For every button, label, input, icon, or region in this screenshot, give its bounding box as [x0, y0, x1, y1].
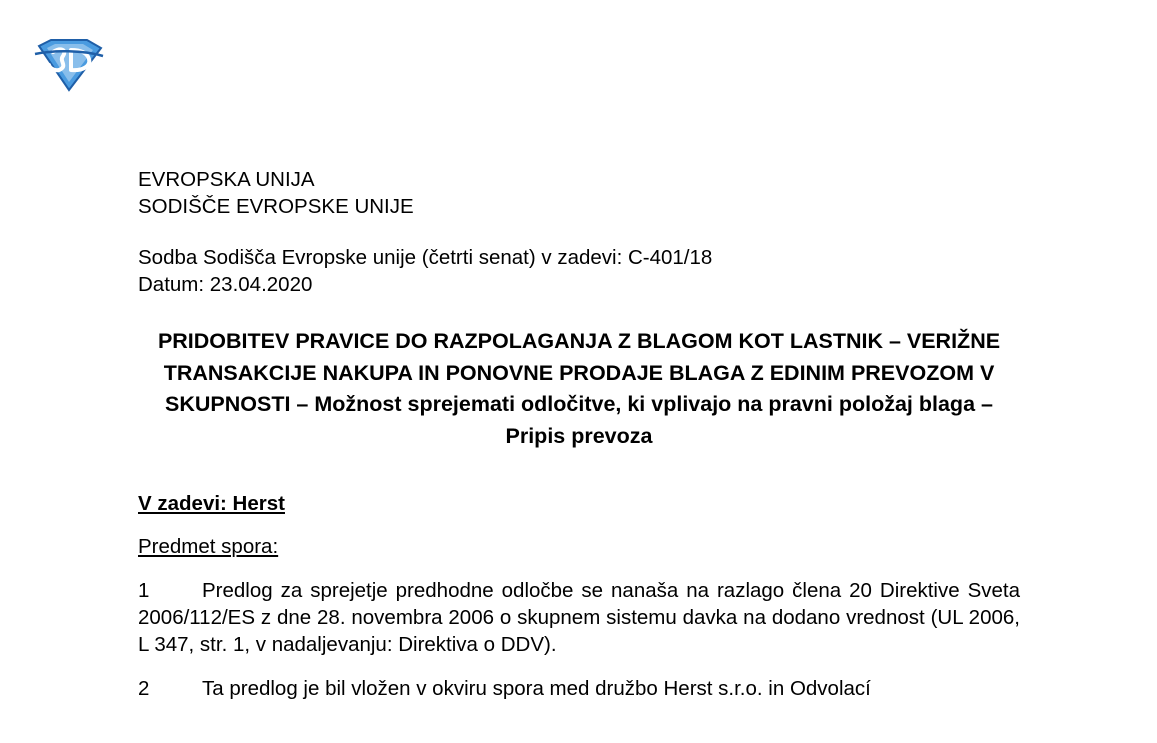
case-heading: V zadevi: Herst	[138, 492, 285, 515]
document-title: PRIDOBITEV PRAVICE DO RAZPOLAGANJA Z BLAGOM KOT LASTNIK – VERIŽNE TRANSAKCIJE NAKUPA IN PONOVNE PRODAJE BLAGA Z EDINIM PREVOZOM V SKUPNOSTI – Možnost sprejemati odločitve, ki vplivajo na pravni položaj blaga – Pripis prevoza	[157, 329, 1001, 448]
court-name-line: SODIŠČE EVROPSKE UNIJE	[138, 195, 414, 218]
paragraph-1	[138, 577, 1020, 658]
judgment-reference: Sodba Sodišča Evropske unije (četrti senat) v zadevi: C-401/18	[138, 246, 713, 269]
paragraph-number: 2	[138, 677, 150, 700]
paragraph-text: Predlog za sprejetje predhodne odločbe se nanaša na razlago člena 20 Direktive Sveta 2006/112/ES z dne 28. novembra 2006 o skupnem sistemu davka na dodano vrednost (UL 2006, L 347, str. 1, v nadaljevanju: Direktiva o DDV).	[138, 579, 1020, 656]
paragraph-2	[138, 675, 1020, 702]
subject-heading: Predmet spora:	[138, 535, 279, 558]
judgment-date: Datum: 23.04.2020	[138, 273, 313, 296]
logo-icon	[33, 38, 105, 92]
paragraph-number: 1	[138, 579, 150, 602]
paragraph-text: Ta predlog je bil vložen v okviru spora med družbo Herst s.r.o. in Odvolací	[202, 677, 871, 700]
document-body	[138, 166, 1020, 702]
court-union-line: EVROPSKA UNIJA	[138, 168, 315, 191]
